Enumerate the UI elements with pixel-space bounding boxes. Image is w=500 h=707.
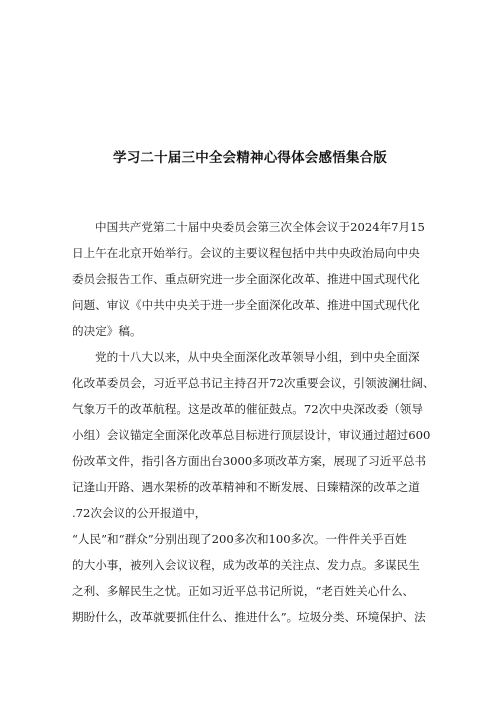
document-body <box>72 214 442 630</box>
paragraph-2-line-7: .72次会议的公开报道中， <box>72 506 207 520</box>
paragraph-1-line-3: 委员会报告工作、重点研究进一步全面深化改革、推进中国式现代化 <box>72 272 420 286</box>
paragraph-1-line-4: 问题、审议《中共中央关于进一步全面深化改革、推进中国式现代化 <box>72 298 420 312</box>
paragraph-1-line-2: 日上午在北京开始举行。会议的主要议程包括中共中央政治局向中央 <box>72 246 420 260</box>
document-title: 学习二十届三中全会精神心得体会感悟集合版 <box>113 150 387 166</box>
paragraph-2-line-2: 化改革委员会，习近平总书记主持召开72次重要会议，引领波澜壮阔、 <box>72 376 435 390</box>
paragraph-2-line-6: 记逢山开路、遇水架桥的改革精神和不断发展、日臻精深的改革之道 <box>72 480 420 494</box>
paragraph-2-line-4: 小组）会议锚定全面深化改革总目标进行顶层设计，审议通过超过600 <box>72 428 431 442</box>
paragraph-3-line-4: 期盼什么，改革就要抓住什么、推进什么”。垃圾分类、环境保护、法 <box>72 610 426 624</box>
paragraph-3-line-1: “人民”和“群众”分别出现了200多次和100多次。一件件关乎百姓 <box>72 532 407 546</box>
paragraph-3-line-3: 之利、多解民生之忧。正如习近平总书记所说，“老百姓关心什么、 <box>72 584 415 598</box>
paragraph-2-line-1: 党的十八大以来，从中央全面深化改革领导小组，到中央全面深 <box>95 350 420 364</box>
paragraph-2-line-3: 气象万千的改革航程。这是改革的催征鼓点。72次中央深改委（领导 <box>72 402 423 416</box>
paragraph-1-line-1: 中国共产党第二十届中央委员会第三次全体会议于2024年7月15 <box>95 220 425 234</box>
paragraph-1-line-5: 的决定》稿。 <box>72 324 142 338</box>
paragraph-2-line-5: 份改革文件，指引各方面出台3000多项改革方案，展现了习近平总书 <box>72 454 427 468</box>
paragraph-3-line-2: 的大小事，被列入会议议程，成为改革的关注点、发力点。多谋民生 <box>72 558 420 572</box>
